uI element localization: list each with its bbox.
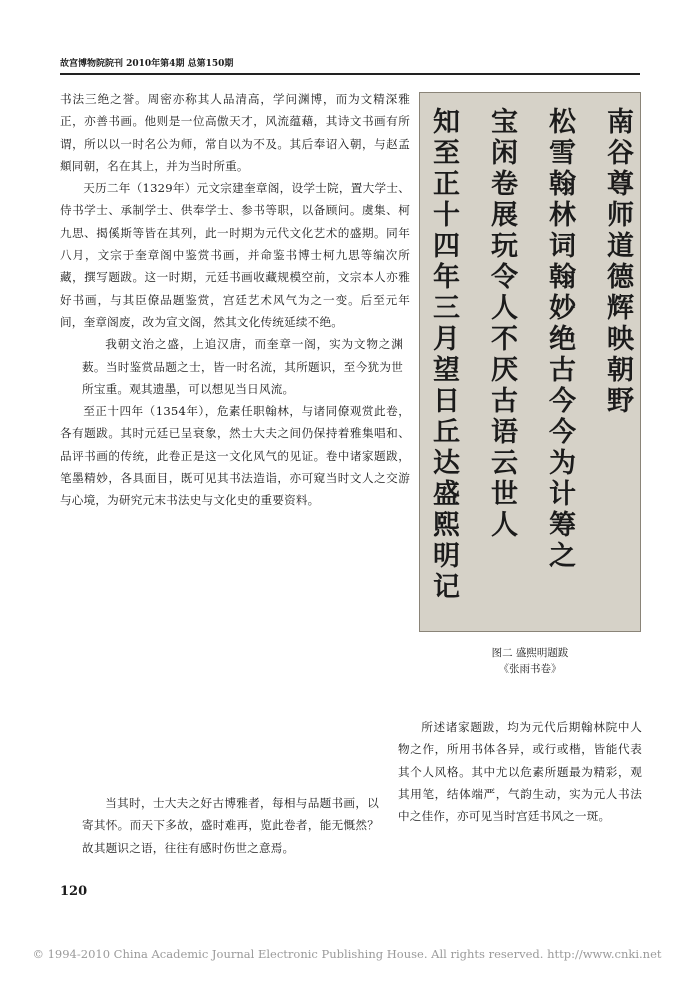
right-paragraph: 所述诸家题跋，均为元代后期翰林院中人物之作，所用书体各异，或行或楷，皆能代表其个人风格。其中尤以危素所题最为精彩，观其用笔，结体端严，气韵生动，实为元人书法中之佳作，亦可见当时宫廷书风之一斑。 <box>398 720 642 824</box>
figure-caption <box>419 645 641 677</box>
calligraphy-column-2: 松雪翰林词翰妙绝古今今为计筹之 <box>544 107 575 572</box>
copyright-footer: © 1994-2010 China Academic Journal Electronic Publishing House. All rights reserved. http://www.cnki.net <box>32 947 662 961</box>
calligraphy-column-3: 宝闲卷展玩令人不厌古语云世人 <box>486 107 517 541</box>
figure-caption-title: 图二 盛熙明题跋 <box>491 647 569 659</box>
lower-quote-column <box>60 792 386 866</box>
paragraph-3: 至正十四年（1354年），危素任职翰林，与诸同僚观赏此卷，各有题跋。其时元廷已呈衰象，然士大夫之间仍保持着雅集唱和、品评书画的传统，此卷正是这一文化风气的见证。卷中诸家题跋，笔墨精妙，各具面目，既可见其书法造诣，亦可窥当时文人之交游与心境，为研究元末书法史与文化史的重要资料。 <box>60 404 410 508</box>
paragraph-1: 书法三绝之誉。周密亦称其人品清高，学问渊博，而为文精深雅正，亦善书画。他则是一位高傲天才，风流蕴藉，其诗文书画有所谓，所以以一时名公为师，常自以为不及。其后奉诏入朝，与赵孟頫同朝，名在其上，并为当时所重。 <box>60 92 410 173</box>
page-number: 120 <box>60 884 88 899</box>
calligraphy-inscription <box>426 107 634 621</box>
paragraph-2: 天历二年（1329年）元文宗建奎章阁，设学士院，置大学士、侍书学士、承制学士、供奉学士、参书等职，以备顾问。虞集、柯九思、揭傒斯等皆在其列，此一时期为元代文化艺术的盛期。同年八月，文宗于奎章阁中鉴赏书画，并命鉴书博士柯九思等编次所藏，撰写题跋。这一时期，元廷书画收藏规模空前，文宗本人亦雅好书画，与其臣僚品题鉴赏，宫廷艺术风气为之一变。后至元年间，奎章阁废，改为宣文阁，然其文化传统延续不绝。 <box>60 181 410 329</box>
calligraphy-column-4: 知至正十四年三月望日丘达盛熙明记 <box>428 107 459 603</box>
right-text-column <box>398 716 642 884</box>
running-header: 故宫博物院院刊 2010年第4期 总第150期 <box>60 59 234 69</box>
block-quote: 我朝文治之盛，上追汉唐，而奎章一阁，实为文物之渊薮。当时鉴赏品题之士，皆一时名流，其所题识，至今犹为世所宝重。观其遗墨，可以想见当日风流。 <box>82 337 404 396</box>
calligraphy-column-1: 南谷尊师道德辉映朝野 <box>602 107 633 417</box>
header-rule <box>60 73 640 75</box>
calligraphy-figure <box>419 92 641 632</box>
main-text-column <box>60 88 410 790</box>
lower-quote: 当其时，士大夫之好古博雅者，每相与品题书画，以寄其怀。而天下多故，盛时难再，览此卷者，能无慨然？故其题识之语，往往有感时伤世之意焉。 <box>82 796 380 855</box>
figure-caption-source: 《张雨书卷》 <box>498 663 562 675</box>
